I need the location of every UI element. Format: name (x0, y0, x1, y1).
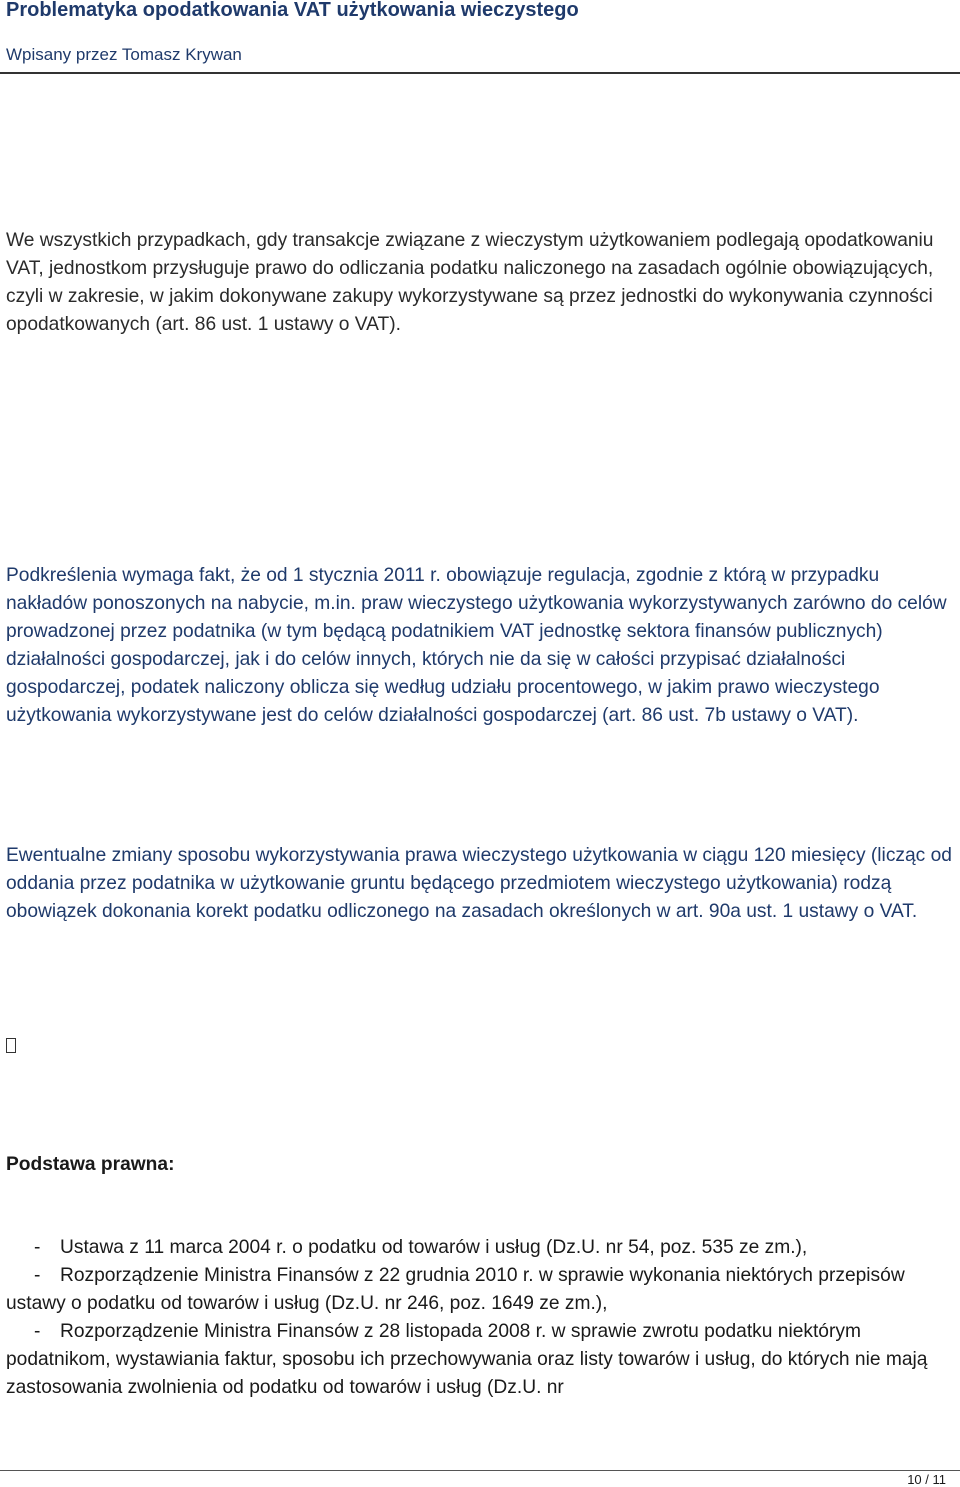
list-dash: - (34, 1237, 41, 1258)
legal-basis-item-text: Rozporządzenie Ministra Finansów z 28 listopada 2008 r. w sprawie zwrotu podatku niektórym podatnikom, wystawiania faktur, sposobu ich przechowywania oraz listy towarów i usług, do których nie mają zastosowania zwolnienia od podatku od towarów i usług (Dz.U. nr (6, 1321, 928, 1398)
legal-basis-item (6, 1262, 956, 1318)
legal-basis-item (6, 1234, 956, 1262)
paragraph-2011-regulation: Podkreślenia wymaga fakt, że od 1 stycznia 2011 r. obowiązuje regulacja, zgodnie z którą w przypadku nakładów ponoszonych na nabycie, m.in. praw wieczystego użytkowania wykorzystywanych zarówno do celów prowadzonej przez podatnika (w tym będącą podatnikiem VAT jednostkę sektora finansów publicznych) działalności gospodarczej, jak i do celów innych, których nie da się w całości przypisać działalności gospodarczej, podatek naliczony oblicza się według udziału procentowego, w jakim prawo wieczystego użytkowania wykorzystywane jest do celów działalności gospodarczej (art. 86 ust. 7b ustawy o VAT). (6, 565, 947, 726)
header-divider (0, 72, 960, 74)
legal-basis-item-text: Ustawa z 11 marca 2004 r. o podatku od towarów i usług (Dz.U. nr 54, poz. 535 ze zm.), (60, 1237, 808, 1258)
paragraph-correction-obligation: Ewentualne zmiany sposobu wykorzystywania prawa wieczystego użytkowania w ciągu 120 miesięcy (licząc od oddania przez podatnika w użytkowanie gruntu będącego przedmiotem wieczystego użytkowania) rodzą obowiązek dokonania korekt podatku odliczonego na zasadach określonych w art. 90a ust. 1 ustawy o VAT. (6, 845, 952, 922)
list-dash: - (34, 1265, 41, 1286)
document-title: Problematyka opodatkowania VAT użytkowania wieczystego (6, 0, 579, 21)
legal-basis-item-text: Rozporządzenie Ministra Finansów z 22 grudnia 2010 r. w sprawie wykonania niektórych przepisów ustawy o podatku od towarów i usług (Dz.U. nr 246, poz. 1649 ze zm.), (6, 1265, 905, 1314)
legal-basis-item (6, 1318, 956, 1402)
missing-glyph-icon (6, 1038, 16, 1053)
page-number: 10 / 11 (907, 1472, 946, 1487)
list-dash: - (34, 1321, 41, 1342)
legal-basis-heading: Podstawa prawna: (6, 1154, 175, 1175)
footer-divider (0, 1470, 960, 1471)
author-line: Wpisany przez Tomasz Krywan (6, 45, 242, 64)
legal-basis-list (6, 1234, 956, 1402)
paragraph-deduction-rights: We wszystkich przypadkach, gdy transakcje związane z wieczystym użytkowaniem podlegają opodatkowaniu VAT, jednostkom przysługuje prawo do odliczania podatku naliczonego na zasadach ogólnie obowiązujących, czyli w zakresie, w jakim dokonywane zakupy wykorzystywane są przez jednostki do wykonywania czynności opodatkowanych (art. 86 ust. 1 ustawy o VAT). (6, 230, 934, 335)
